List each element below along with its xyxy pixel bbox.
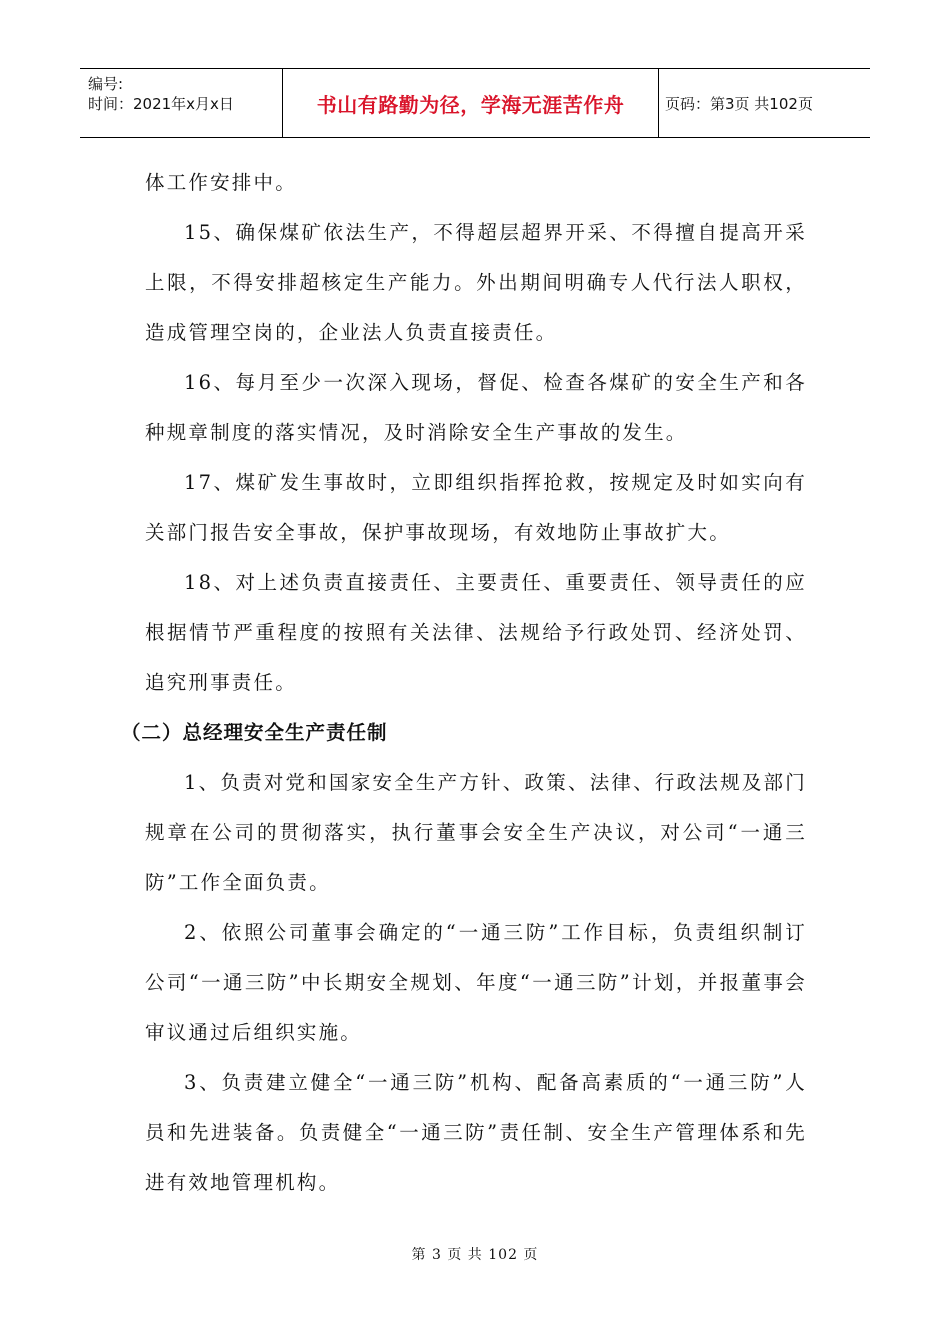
section-heading: （二）总经理安全生产责任制 [121,721,388,744]
header-motto-cell [283,69,659,137]
header-meta-cell [80,69,283,137]
body-paragraph: 16、每月至少一次深入现场，督促、检查各煤矿的安全生产和各种规章制度的落实情况，及时消除安全生产事故的发生。 [145,371,807,444]
body-paragraph: 17、煤矿发生事故时，立即组织指挥抢救，按规定及时如实向有关部门报告安全事故，保护事故现场，有效地防止事故扩大。 [145,471,807,544]
header-page-info: 页码：第3页 共102页 [665,94,813,113]
body-paragraph: 体工作安排中。 [145,171,297,194]
header-motto: 书山有路勤为径，学海无涯苦作舟 [316,92,625,117]
footer-page-number: 第 3 页 共 102 页 [411,1247,539,1263]
page-header [80,68,870,138]
page-footer [0,1244,950,1264]
document-time-label: 时间：2021年x月x日 [88,95,234,113]
body-paragraph: 2、依照公司董事会确定的“一通三防”工作目标，负责组织制订公司“一通三防”中长期安全规划、年度“一通三防”计划，并报董事会审议通过后组织实施。 [145,921,807,1044]
document-number-label: 编号: [88,75,124,93]
body-paragraph: 3、负责建立健全“一通三防”机构、配备高素质的“一通三防”人员和先进装备。负责健全“一通三防”责任制、安全生产管理体系和先进有效地管理机构。 [145,1071,807,1194]
body-paragraph: 18、对上述负责直接责任、主要责任、重要责任、领导责任的应根据情节严重程度的按照有关法律、法规给予行政处罚、经济处罚、追究刑事责任。 [145,571,807,694]
header-page-cell [659,69,870,137]
document-body [121,158,807,1208]
body-paragraph: 15、确保煤矿依法生产，不得超层超界开采、不得擅自提高开采上限，不得安排超核定生产能力。外出期间明确专人代行法人职权，造成管理空岗的，企业法人负责直接责任。 [145,221,807,344]
body-paragraph: 1、负责对党和国家安全生产方针、政策、法律、行政法规及部门规章在公司的贯彻落实，执行董事会安全生产决议，对公司“一通三防”工作全面负责。 [145,771,807,894]
